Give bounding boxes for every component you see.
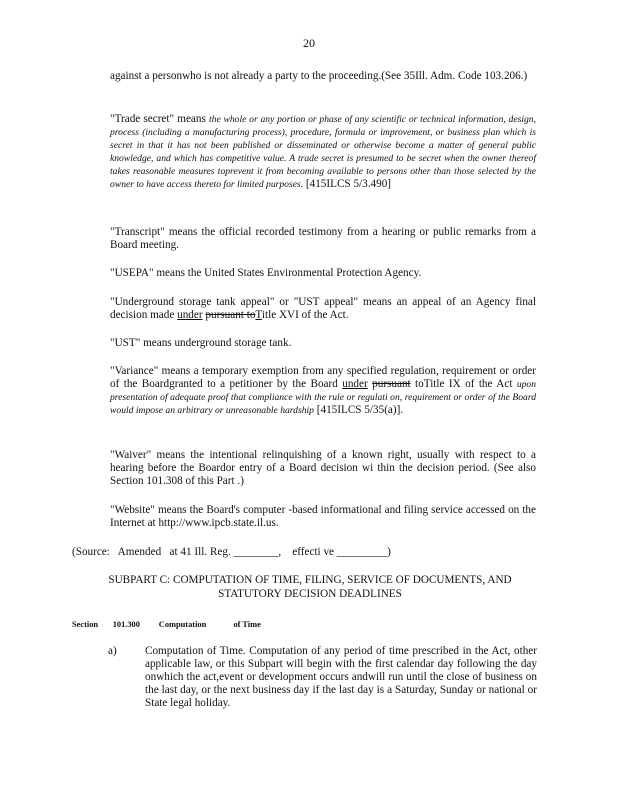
definition-variance	[110, 365, 536, 417]
ust-appeal-text: "Underground storage tank appeal" or "UST appeal" means an appeal of an Agency final decision made	[110, 296, 536, 321]
variance-text: "Variance" means a temporary exemption from any specified regulation, requirement or order of the Boardgranted to a petitioner by the Board	[110, 365, 536, 390]
definition-ust	[110, 337, 536, 350]
definition-waiver	[110, 449, 536, 488]
section-heading: Section 101.300 Computation of Time	[72, 620, 261, 629]
variance-inserted-under: under	[342, 378, 368, 390]
trade-secret-citation: [415ILCS 5/3.490]	[303, 178, 392, 190]
transcript-text: "Transcript" means the official recorded testimony from a hearing or public remarks from a Board meeting.	[110, 226, 536, 251]
continued-definition-text: against a personwho is not already a party to the proceeding.(See 35Ill. Adm. Code 103.206.)	[110, 70, 528, 82]
definition-transcript	[110, 226, 536, 252]
definition-trade-secret	[110, 113, 536, 191]
variance-citation: [415ILCS 5/35(a)].	[313, 404, 404, 416]
source-note: (Source: Amended at 41 Ill. Reg. ________, effecti ve _________)	[72, 546, 391, 558]
usepa-text: "USEPA" means the United States Environmental Protection Agency.	[110, 267, 422, 279]
subsection-a-text: Computation of Time. Computation of any period of time prescribed in the Act, other applicable law, or this Subpart will begin with the first calendar day following the day onwhich the act,event or development occurs andwill run until the close of business on the last day, or the next business day if the last day is a Saturday, Sunday or national or State legal holiday.	[145, 645, 537, 709]
website-text: "Website" means the Board's computer -based informational and filing service accessed on the Internet at http://www.ipcb.state.il.us.	[110, 504, 536, 529]
ust-appeal-inserted-t: T	[255, 309, 262, 321]
variance-statutory-text: upon presentation of adequate proof that compliance with the rule or regulati on, requirement or order of the Board would impose an arbitrary or unreasonable hardship	[110, 379, 537, 416]
page-number: 20	[303, 36, 315, 50]
ust-appeal-inserted-under: under	[177, 309, 203, 321]
trade-secret-term: "Trade secret" means	[110, 113, 209, 125]
subpart-heading-line-2: STATUTORY DECISION DEADLINES	[218, 588, 402, 600]
trade-secret-statutory-text: the whole or any portion or phase of any scientific or technical information, design, process (including a manufacturing process), procedure, formula or improvement, or business plan which is secret in that it has not been published or disseminated or otherwise become a matter of general public knowledge, and which has competitive value. A trade secret is presumed to be secret when the owner thereof takes reasonable measures toprevent it from becoming available to persons other than those selected by the owner to have access thereto for limited purposes.	[110, 114, 536, 190]
definition-usepa	[110, 267, 536, 280]
ust-appeal-deleted-pursuant-to: pursuant to	[205, 309, 256, 321]
definition-website	[110, 504, 536, 530]
variance-text-mid: toTitle IX of the Act	[410, 378, 517, 390]
subsection-a-label: a)	[108, 645, 117, 657]
subpart-heading-line-1: SUBPART C: COMPUTATION OF TIME, FILING, SERVICE OF DOCUMENTS, AND	[108, 574, 512, 586]
waiver-text: "Waiver" means the intentional relinquishing of a known right, usually with respect to a hearing before the Boardor entry of a Board decision wi thin the decision period. (See also Section 101.308 of this Part .)	[110, 449, 536, 487]
ust-text: "UST" means underground storage tank.	[110, 337, 292, 349]
subpart-heading	[70, 573, 550, 601]
variance-deleted-pursuant: pursuant	[372, 378, 411, 390]
definition-ust-appeal	[110, 296, 536, 322]
ust-appeal-text-end: itle XVI of the Act.	[261, 309, 349, 321]
continued-definition	[110, 70, 536, 83]
